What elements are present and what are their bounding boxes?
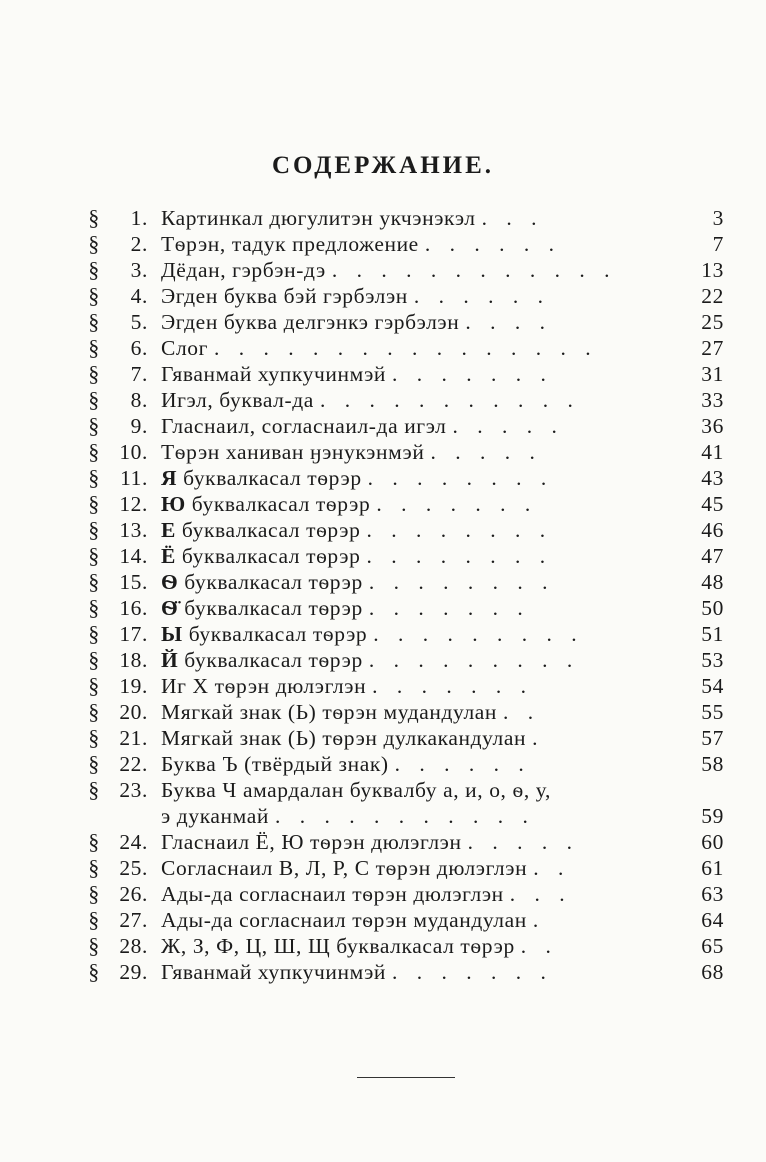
toc-entry-number: 10. [119,440,148,464]
toc-entry-number: 14. [119,544,148,568]
toc-page-number: 22 [701,284,724,308]
toc-entry-text: буквалкасал тѳрэр [178,648,363,672]
toc-entry-title [161,491,681,517]
toc-entry-text: Гласнаил Ё, Ю тѳрэн дюлэглэн [161,830,462,854]
toc-entry-letter: Ё [161,544,176,568]
toc-entry-number: 12. [119,492,148,516]
toc-entry-text: Буква Ъ (твёрдый знак) [161,752,389,776]
section-symbol: § [88,959,100,984]
toc-page-number: 51 [701,622,724,646]
toc-entry-number: 5. [130,310,148,334]
section-symbol: § [88,829,100,854]
toc-entry-title [161,907,681,933]
section-symbol: § [88,465,100,490]
toc-entry-title [161,439,681,465]
toc-entry-text: Гяванмай хупкучинмэй [161,960,387,984]
toc-page-number: 47 [701,544,724,568]
toc-entry-letter: Ѳ [161,570,179,594]
toc-page-number: 50 [701,596,724,620]
section-symbol: § [88,283,100,308]
toc-leader-dots: . . . . . . . . . . . [274,804,535,828]
section-symbol: § [88,647,100,672]
toc-entry-number: 17. [119,622,148,646]
toc-entry-letter: Й [161,648,179,672]
section-symbol: § [88,569,100,594]
toc-entry-text: Эгден буква бэй гэрбэлэн [161,284,408,308]
toc-entry [0,335,766,361]
section-symbol: § [88,699,100,724]
toc-entry-text: буквалкасал тѳрэр [182,622,368,646]
toc-page-number: 27 [701,336,724,360]
toc-entry-title [161,855,681,881]
toc-leader-dots: . . . [509,882,572,906]
toc-entry [0,231,766,257]
toc-leader-dots: . . . . . . . . . . . . . . . . [214,336,598,360]
section-symbol: § [88,517,100,542]
toc-entry-title [161,673,681,699]
toc-page-number: 57 [701,726,724,750]
toc-entry-title [161,621,681,647]
toc-entry-number: 29. [119,960,148,984]
toc-entry-number: 2. [130,232,148,256]
toc-leader-dots: . . . . . . . [372,674,534,698]
toc-entry [0,413,766,439]
toc-leader-dots: . . . . . [430,440,542,464]
toc-entry-text: Иг Х тѳрэн дюлэглэн [161,674,367,698]
toc-entry [0,673,766,699]
toc-page-number: 54 [701,674,724,698]
toc-entry [0,517,766,543]
toc-entry-number: 18. [119,648,148,672]
section-symbol: § [88,413,100,438]
toc-entry-text: Дёдан, гэрбэн-дэ [161,258,326,282]
section-symbol: § [88,673,100,698]
toc-page-number: 53 [701,648,724,672]
page-title: СОДЕРЖАНИЕ. [271,152,495,179]
toc-entry-number: 16. [119,596,148,620]
toc-entry [0,881,766,907]
toc-page-number: 31 [701,362,724,386]
toc-leader-dots: . . . . . . . . [367,466,554,490]
toc-entry-title [161,595,681,621]
toc-page-number: 60 [701,830,724,854]
toc-entry-text: Мягкай знак (Ь) тѳрэн дулкакандулан [161,726,527,750]
toc-leader-dots: . [532,908,546,932]
toc-page-number: 25 [701,310,724,334]
toc-page-number: 68 [701,960,724,984]
section-symbol: § [88,205,100,230]
toc-entry-title [161,569,681,595]
toc-entry-number: 20. [119,700,148,724]
toc-entry [0,595,766,621]
toc-entry-text: Согласнаил В, Л, Р, С тѳрэн дюлэглэн [161,856,528,880]
toc-entry [0,361,766,387]
toc-entry-number: 23. [119,778,148,802]
toc-leader-dots: . . . . . . . . [366,544,553,568]
toc-entry-text: буквалкасал тѳрэр [185,492,371,516]
section-symbol: § [88,621,100,646]
toc-leader-dots: . . . . . . [394,752,531,776]
toc-leader-dots: . . . . . . . [376,492,538,516]
toc-entry [0,283,766,309]
section-symbol: § [88,309,100,334]
toc-entry-title [161,751,681,777]
toc-entry-title [161,777,681,803]
toc-entry-text: Тѳрэн ханиван ӈэнукэнмэй [161,440,425,464]
toc-entry-number: 28. [119,934,148,958]
toc-leader-dots: . . [520,934,558,958]
toc-entry-text: Ады-да согласнаил тѳрэн мудандулан [161,908,527,932]
toc-entry [0,959,766,985]
toc-entry-number: 21. [119,726,148,750]
toc-entry-text: буквалкасал тѳрэр [175,518,361,542]
toc-page-number: 3 [712,206,724,230]
toc-entry [0,751,766,777]
toc-entry-title [161,959,681,985]
toc-entry-text: буквалкасал тѳрэр [177,466,362,490]
toc-entry-title [161,933,681,959]
toc-entry-text: Слог [161,336,209,360]
section-symbol: § [88,439,100,464]
toc-page-number: 41 [701,440,724,464]
toc-entry-number: 8. [130,388,148,412]
toc-entry-text: э дуканмай [161,804,269,828]
toc-entry [0,309,766,335]
toc-entry-title [161,283,681,309]
section-symbol: § [88,751,100,776]
section-symbol: § [88,361,100,386]
toc-leader-dots: . . . . . . [413,284,550,308]
toc-entry [0,439,766,465]
section-symbol: § [88,933,100,958]
toc-entry-title [161,829,681,855]
section-symbol: § [88,725,100,750]
toc-entry [0,699,766,725]
toc-entry [0,933,766,959]
toc-entry-title [161,725,681,751]
toc-leader-dots: . . . [481,206,544,230]
toc-entry-text: Игэл, буквал-да [161,388,314,412]
toc-leader-dots: . . . . . . . [392,960,553,984]
toc-entry-text: Ады-да согласнаил тѳрэн дюлэглэн [161,882,504,906]
toc-entry [0,491,766,517]
toc-entry-text: Эгден буква делгэнкэ гэрбэлэн [161,310,460,334]
toc-leader-dots: . . . . [465,310,552,334]
toc-leader-dots: . . . . . . . . . [368,648,580,672]
section-symbol: § [88,491,100,516]
toc-page-number: 61 [701,856,724,880]
toc-leader-dots: . . . . . [467,830,579,854]
toc-entry [0,465,766,491]
toc-leader-dots: . . . . . . . . [366,518,553,542]
toc-entry-number: 9. [130,414,148,438]
section-symbol: § [88,231,100,256]
toc-entry-number: 4. [130,284,148,308]
toc-entry [0,621,766,647]
toc-entry-number: 19. [119,674,148,698]
toc-entry-number: 3. [130,258,148,282]
toc-entry-title [161,413,681,439]
toc-page-number: 59 [701,804,724,828]
toc-leader-dots: . . . . . . . [392,362,553,386]
toc-entry-number: 13. [119,518,148,542]
toc-entry-number: 6. [130,336,148,360]
toc-entry-title [161,309,681,335]
toc-page-number: 64 [701,908,724,932]
toc-entry-continuation [161,803,681,829]
toc-entry-number: 24. [119,830,148,854]
toc-entry-number: 15. [119,570,148,594]
toc-entry-text: Тѳрэн, тадук предложение [161,232,419,256]
toc-page-number: 45 [701,492,724,516]
section-symbol: § [88,881,100,906]
toc-entry-number: 11. [120,466,148,490]
toc-entry-title [161,881,681,907]
toc-page-number: 55 [701,700,724,724]
toc-entry [0,725,766,751]
toc-entry-text: Гласнаил, согласнаил-да игэл [161,414,447,438]
toc-page-number: 58 [701,752,724,776]
section-symbol: § [88,595,100,620]
toc-leader-dots: . . . . . . . . . . . . [331,258,617,282]
toc-leader-dots: . . [503,700,541,724]
toc-entry-title [161,335,681,361]
toc-entry-number: 25. [119,856,148,880]
toc-entry-letter: Я [161,466,178,490]
toc-entry-letter: Е [161,518,176,542]
toc-leader-dots: . . . . . . . . [368,570,555,594]
divider-line [357,1077,455,1078]
toc-entry-text: Мягкай знак (Ь) тѳрэн мудандулан [161,700,498,724]
section-symbol: § [88,855,100,880]
section-symbol: § [88,387,100,412]
toc-entry-title [161,387,681,413]
toc-entry [0,257,766,283]
toc-entry [0,829,766,855]
toc-entry [0,907,766,933]
section-symbol: § [88,543,100,568]
toc-leader-dots: . . . . . [452,414,564,438]
toc-leader-dots: . [532,726,545,750]
toc-entry-number: 22. [119,752,148,776]
section-symbol: § [88,777,100,802]
toc-entry-title [161,361,681,387]
toc-entry-title [161,517,681,543]
toc-leader-dots: . . . . . . . [368,596,530,620]
section-symbol: § [88,257,100,282]
toc-leader-dots: . . . . . . . . . [373,622,584,646]
toc-entry-number: 27. [119,908,148,932]
toc-entry [0,855,766,881]
toc-entry-text: Гяванмай хупкучинмэй [161,362,387,386]
toc-page-number: 7 [712,232,724,256]
section-symbol: § [88,907,100,932]
toc-entry [0,569,766,595]
toc-page-number: 63 [701,882,724,906]
toc-entry-text: Ж, З, Ф, Ц, Ш, Щ буквалкасал тѳрэр [161,934,515,958]
toc-page-number: 13 [701,258,724,282]
toc-entry-text: буквалкасал тѳрэр [175,544,361,568]
toc-entry [0,543,766,569]
toc-entry-text: Картинкал дюгулитэн укчэнэкэл [161,206,476,230]
toc-entry-title [161,257,681,283]
toc-leader-dots: . . [533,856,571,880]
toc-entry-number: 1. [130,206,148,230]
toc-page-number: 65 [701,934,724,958]
toc-entry-letter: Ю [161,492,186,516]
toc-entry-title [161,465,681,491]
toc-entry-text: буквалкасал тѳрэр [178,570,363,594]
toc-entry [0,387,766,413]
toc-page-number: 33 [701,388,724,412]
table-of-contents [0,205,766,985]
toc-entry [0,777,766,829]
toc-entry-title [161,647,681,673]
toc-page-number: 36 [701,414,724,438]
toc-entry-title [161,205,681,231]
section-symbol: § [88,335,100,360]
toc-entry-title [161,231,681,257]
toc-page-number: 43 [701,466,724,490]
toc-entry [0,205,766,231]
toc-entry-letter: Ы [161,622,183,646]
toc-entry-number: 26. [119,882,148,906]
toc-page-number: 48 [701,570,724,594]
toc-leader-dots: . . . . . . [424,232,561,256]
toc-entry [0,647,766,673]
toc-entry-letter: Ѳ̈ [161,596,179,620]
toc-entry-title [161,543,681,569]
toc-page-number: 46 [701,518,724,542]
toc-entry-text: Буква Ч амардалан буквалбу а, и, о, ѳ, у, [161,778,551,802]
toc-leader-dots: . . . . . . . . . . . [319,388,580,412]
toc-entry-number: 7. [130,362,148,386]
toc-entry-title [161,699,681,725]
toc-entry-text: буквалкасал тѳрэр [178,596,363,620]
